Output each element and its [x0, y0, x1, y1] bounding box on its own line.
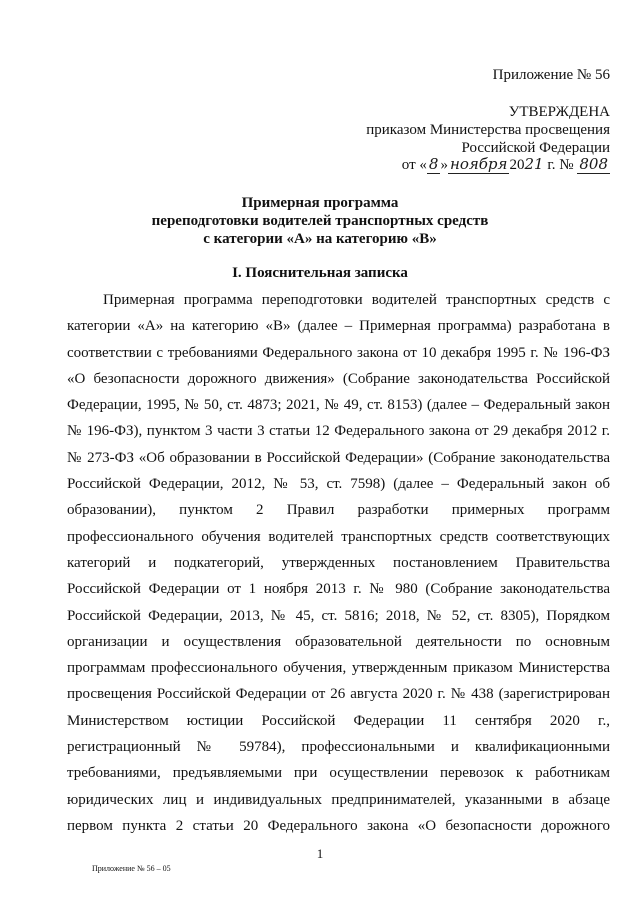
- date-month-separator: »: [440, 157, 448, 173]
- section-heading: I. Пояснительная записка: [232, 265, 408, 281]
- appendix-label: Приложение № 56: [492, 67, 610, 83]
- order-number-label: г. №: [547, 157, 574, 173]
- order-date-line: [402, 155, 610, 174]
- page-number: 1: [316, 846, 324, 861]
- date-prefix: от «: [401, 157, 427, 173]
- date-year-prefix: 20: [509, 157, 525, 173]
- title-line-3: с категории «А» на категорию «В»: [203, 231, 437, 247]
- order-number: 808: [579, 155, 608, 173]
- order-line-1: приказом Министерства просвещения: [366, 122, 610, 138]
- approved-label: УТВЕРЖДЕНА: [508, 104, 610, 120]
- date-year: 21: [524, 155, 544, 173]
- order-line-2: Российской Федерации: [461, 140, 610, 156]
- title-line-2: переподготовки водителей транспортных средств: [151, 213, 489, 229]
- body-text: [67, 287, 610, 839]
- date-month: ноября: [449, 155, 508, 173]
- footer-label: Приложение № 56 – 05: [92, 864, 171, 873]
- body-paragraph: Примерная программа переподготовки водителей транспортных средств с категории «А» на категорию «В» (далее – Примерная программа) разработана в соответствии с требованиями Федерального закона от 10 декабря 1995 г. № 196-ФЗ «О безопасности дорожного движения» (Собрание законодательства Российской Федерации, 1995, № 50, ст. 4873; 2021, № 49, ст. 8153) (далее – Федеральный закон № 196-ФЗ), пунктом 3 части 3 статьи 12 Федерального закона от 29 декабря 2012 г. № 273-ФЗ «Об образовании в Российской Федерации» (Собрание законодательства Российской Федерации, 2012, № 53, ст. 7598) (далее – Федеральный закон об образовании), пунктом 2 Правил разработки примерных программ профессионального обучения водителей транспортных средств соответствующих категорий и подкатегорий, утвержденных постановлением Правительства Российской Федерации от 1 ноября 2013 г. № 980 (Собрание законодательства Российской Федерации, 2013, № 45, ст. 5816; 2018, № 52, ст. 8305), Порядком организации и осуществления образовательной деятельности по основным программам профессионального обучения, утвержденным приказом Министерства просвещения Российской Федерации от 26 августа 2020 г. № 438 (зарегистрирован Министерством юстиции Российской Федерации 11 сентября 2020 г., регистрационный № 59784), профессиональными и квалификационными требованиями, предъявляемыми при осуществлении перевозок к работникам юридических лиц и индивидуальных предпринимателей, указанными в абзаце первом пункта 2 статьи 20 Федерального закона «О безопасности дорожного: [67, 292, 610, 834]
- date-day: 8: [428, 155, 439, 173]
- title-line-1: Примерная программа: [241, 195, 399, 211]
